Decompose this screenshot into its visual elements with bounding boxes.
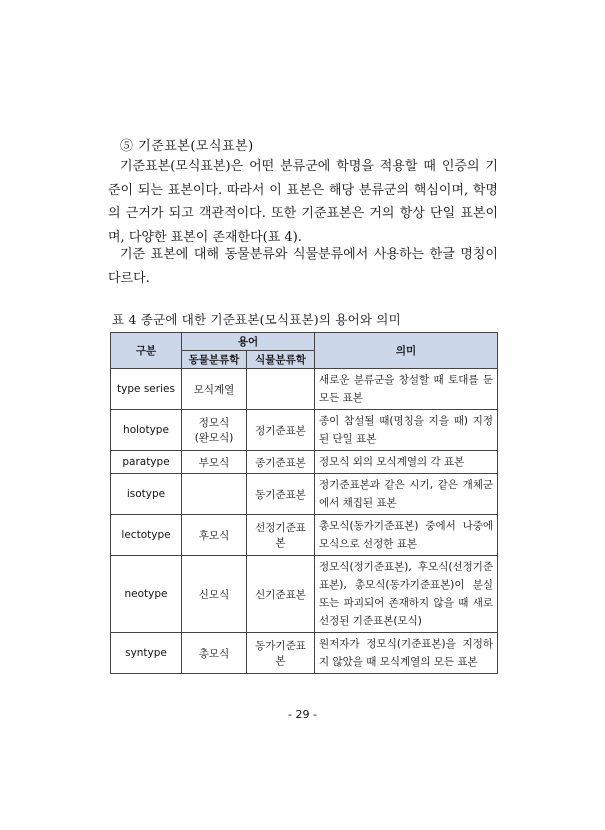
cell-botany-term: 신기준표본 <box>247 556 315 633</box>
cell-botany-term: 선정기준표본 <box>247 515 315 556</box>
cell-meaning: 원저자가 정모식(기준표본)을 지정하지 않았을 때 모식계열의 모든 표본 <box>315 633 498 674</box>
cell-botany-term: 종기준표본 <box>247 451 315 474</box>
cell-zoology-term: 모식계열 <box>182 369 247 410</box>
cell-zoology-term: 후모식 <box>182 515 247 556</box>
table-row <box>111 451 498 474</box>
table-row <box>111 515 498 556</box>
cell-botany-term: 동가기준표본 <box>247 633 315 674</box>
page-number: - 29 - <box>288 708 317 721</box>
cell-zoology-term: 부모식 <box>182 451 247 474</box>
cell-meaning: 종이 참설될 때(명칭을 지을 때) 지정된 단일 표본 <box>315 410 498 451</box>
cell-category: paratype <box>111 451 182 474</box>
header-meaning: 의미 <box>315 333 498 369</box>
table-row <box>111 369 498 410</box>
table-row <box>111 556 498 633</box>
cell-category: lectotype <box>111 515 182 556</box>
cell-meaning: 정모식 외의 모식계열의 각 표본 <box>315 451 498 474</box>
cell-botany-term <box>247 369 315 410</box>
type-specimen-terms-table <box>110 332 498 674</box>
paragraph-korean-names: 기준 표본에 대해 동물분류와 식물분류에서 사용하는 한글 명칭이 다르다. <box>108 247 498 286</box>
cell-meaning: 정모식(정기준표본), 후모식(선정기준표본), 총모식(동가기준표본)이 분실 또는 파괴되어 존재하지 않을 때 새로 선정된 기준표본(모식) <box>315 556 498 633</box>
header-zoology: 동물분류학 <box>182 351 247 369</box>
cell-meaning: 새로운 분류군을 창설할 때 토대를 둔 모든 표본 <box>315 369 498 410</box>
cell-meaning: 정기준표본과 같은 시기, 같은 개체군에서 채집된 표본 <box>315 474 498 515</box>
cell-category: type series <box>111 369 182 410</box>
cell-zoology-term: 정모식 (완모식) <box>182 410 247 451</box>
cell-category: neotype <box>111 556 182 633</box>
table-caption: 표 4 종군에 대한 기준표본(모식표본)의 용어와 의미 <box>112 312 401 327</box>
table-row <box>111 474 498 515</box>
cell-category: holotype <box>111 410 182 451</box>
cell-botany-term: 정기준표본 <box>247 410 315 451</box>
cell-zoology-term <box>182 474 247 515</box>
cell-zoology-term: 신모식 <box>182 556 247 633</box>
cell-category: syntype <box>111 633 182 674</box>
table-row <box>111 633 498 674</box>
header-term: 용어 <box>182 333 315 351</box>
table-row <box>111 410 498 451</box>
cell-meaning: 총모식(동가기준표본) 중에서 나중에 모식으로 선정한 표본 <box>315 515 498 556</box>
header-botany: 식물분류학 <box>247 351 315 369</box>
header-category: 구분 <box>111 333 182 369</box>
cell-zoology-term: 총모식 <box>182 633 247 674</box>
cell-botany-term: 동기준표본 <box>247 474 315 515</box>
paragraph-type-specimen-definition: 기준표본(모식표본)은 어떤 분류군에 학명을 적용할 때 인증의 기준이 되는 표본이다. 따라서 이 표본은 해당 분류군의 핵심이며, 학명의 근거가 되고 객관적이다. 또한 기준표본은 거의 항상 단일 표본이며, 다양한 표본이 존재한다(표 4). <box>108 159 498 245</box>
cell-category: isotype <box>111 474 182 515</box>
section-title: ⑤ 기준표본(모식표본) <box>120 139 254 154</box>
